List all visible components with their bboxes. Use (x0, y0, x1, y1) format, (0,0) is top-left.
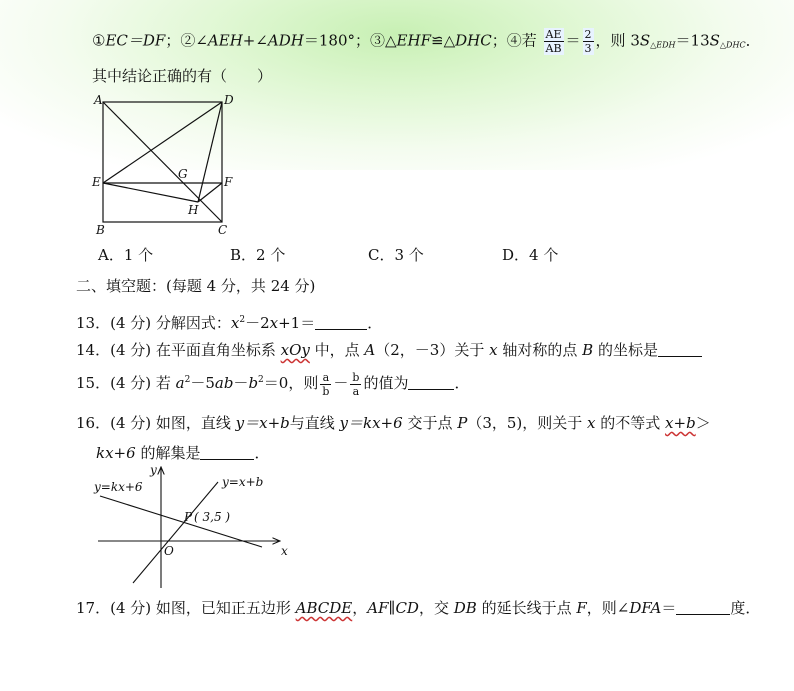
q17-h: DB (453, 599, 477, 617)
q15-b: a (175, 374, 185, 392)
q16-line2a: kx+6 (96, 444, 136, 462)
fraction-denominator: b (322, 384, 330, 398)
q17-f: CD (395, 599, 419, 617)
q14-e: （2，－3）关于 (375, 341, 490, 359)
q14-a: 14．(4 分) 在平面直角坐标系 (76, 341, 281, 359)
q12-option-d: D．4 个 (502, 246, 559, 264)
fraction-denominator: 3 (584, 42, 592, 55)
label-d: D (224, 93, 234, 107)
q16-e: 的不等式 (595, 414, 666, 432)
q15-f: b (248, 374, 259, 392)
q12-c3c: DHC (455, 31, 492, 50)
q12-c4: ；④若 (491, 31, 537, 50)
q14-f: x (489, 341, 498, 359)
q16-end: ． (254, 444, 270, 462)
label-c: C (218, 223, 228, 237)
q12-c1-text: EC＝DF (105, 31, 166, 50)
q12-c3a: EHF (396, 31, 431, 50)
q13-prefix: 13．(4 分) 分解因式： (76, 314, 231, 332)
q17-b: ABCDE (295, 599, 353, 617)
label-f: F (224, 175, 233, 189)
q13-rest: －2 (245, 314, 270, 332)
q17-m: ＝ (661, 599, 677, 617)
q15-e: － (233, 374, 249, 392)
q12-option-b: B．2 个 (230, 246, 286, 264)
q12-c3b: ≌△ (431, 31, 456, 50)
q15-a: 15．(4 分) 若 (76, 374, 176, 392)
q13-end: ． (367, 314, 383, 332)
q16-c: 交于点 (402, 414, 458, 432)
q12-s2: S (709, 31, 720, 50)
q15-h: 的值为 (363, 374, 409, 392)
q17-line (76, 598, 760, 618)
label-h: H (188, 203, 199, 217)
label-g: G (178, 167, 188, 181)
label-a: A (94, 93, 103, 107)
q14-i: 的坐标是 (593, 341, 658, 359)
q15-d: ab (214, 374, 234, 392)
label-y-kx-6: y=kx+6 (94, 480, 143, 494)
q16-ineq1: x+b (665, 414, 696, 432)
q16-line2b: 的解集是 (135, 444, 201, 462)
q12-c1-marker: ① (92, 31, 106, 50)
answer-blank (676, 600, 730, 615)
q14-h: B (582, 341, 594, 359)
q16-a: 16．(4 分) 如图，直线 (76, 414, 236, 432)
label-x-axis: x (281, 544, 288, 558)
q16-x: x (587, 414, 596, 432)
q12-end: ． (745, 31, 761, 50)
q12-eq2: ＝13 (675, 31, 710, 50)
q13-x2: x (269, 314, 279, 332)
q12-s1-sub: △EDH (650, 40, 676, 50)
q12-c2a: AEH (207, 31, 243, 50)
q12-option-a: A．1 个 (98, 246, 154, 264)
fraction-denominator: a (352, 384, 360, 398)
q17-g: ，交 (418, 599, 454, 617)
q15-c: －5 (190, 374, 215, 392)
section-2-heading: 二、填空题：(每题 4 分，共 24 分) (76, 277, 316, 295)
fraction-denominator: AB (545, 42, 562, 55)
q17-l: DFA (629, 599, 662, 617)
q12-c2b: +∠ (242, 31, 268, 50)
label-origin: O (164, 544, 174, 558)
q14-d: A (364, 341, 376, 359)
q12-then: ，则 3 (595, 31, 640, 50)
line-y-x-b (133, 482, 218, 583)
q16-d: （3，5)，则关于 (467, 414, 588, 432)
q17-d: AF (367, 599, 389, 617)
q17-e: ∥ (388, 599, 396, 617)
q13-x: x (230, 314, 240, 332)
q12-option-c: C．3 个 (368, 246, 424, 264)
q15-g: ＝0，则 (263, 374, 319, 392)
q17-n: 度． (730, 599, 761, 617)
q12-prompt: 其中结论正确的有（ ） (92, 67, 273, 85)
q12-c2d: ＝180°；③△ (303, 31, 397, 50)
label-b: B (96, 223, 105, 237)
q16-gt: ＞ (695, 414, 711, 432)
q12-sep1: ；②∠ (165, 31, 208, 50)
q13-tail: +1＝ (278, 314, 316, 332)
fraction-numerator: a (320, 371, 331, 385)
q12-s2-sub: △DHC (719, 40, 746, 50)
q12-c2c: ADH (267, 31, 304, 50)
q14-g: 轴对称的点 (497, 341, 583, 359)
q14-b: xOy (280, 341, 310, 359)
q15-sup1: 2 (184, 375, 191, 385)
label-y-axis: y (150, 463, 157, 477)
fraction-numerator: b (352, 370, 360, 384)
q12-eq: ＝ (565, 31, 581, 50)
q17-j: F (576, 599, 587, 617)
q16-y2: y＝kx+6 (339, 414, 403, 432)
q16-p: P (457, 414, 468, 432)
q12-s1: S (639, 31, 651, 50)
label-e: E (92, 175, 101, 189)
q15-sup2: 2 (258, 375, 264, 385)
label-y-x-b: y=x+b (222, 475, 264, 489)
q15-end: ． (454, 374, 470, 392)
label-p: P (184, 510, 193, 524)
fraction-numerator: 2 (584, 28, 592, 41)
q14-c: 中，点 (309, 341, 365, 359)
q16-b: 与直线 (289, 414, 340, 432)
q15-minus: － (333, 374, 349, 392)
line-y-kx-6 (100, 496, 262, 547)
q17-k: ，则∠ (586, 599, 630, 617)
q16-y1: y＝x+b (235, 414, 290, 432)
label-p-coords: ( 3,5 ) (194, 510, 231, 524)
q13-sup: 2 (239, 315, 246, 325)
q17-c: ， (352, 599, 368, 617)
fraction-numerator: AE (544, 28, 564, 42)
q17-a: 17．(4 分) 如图，已知正五边形 (76, 599, 296, 617)
q17-i: 的延长线于点 (476, 599, 577, 617)
